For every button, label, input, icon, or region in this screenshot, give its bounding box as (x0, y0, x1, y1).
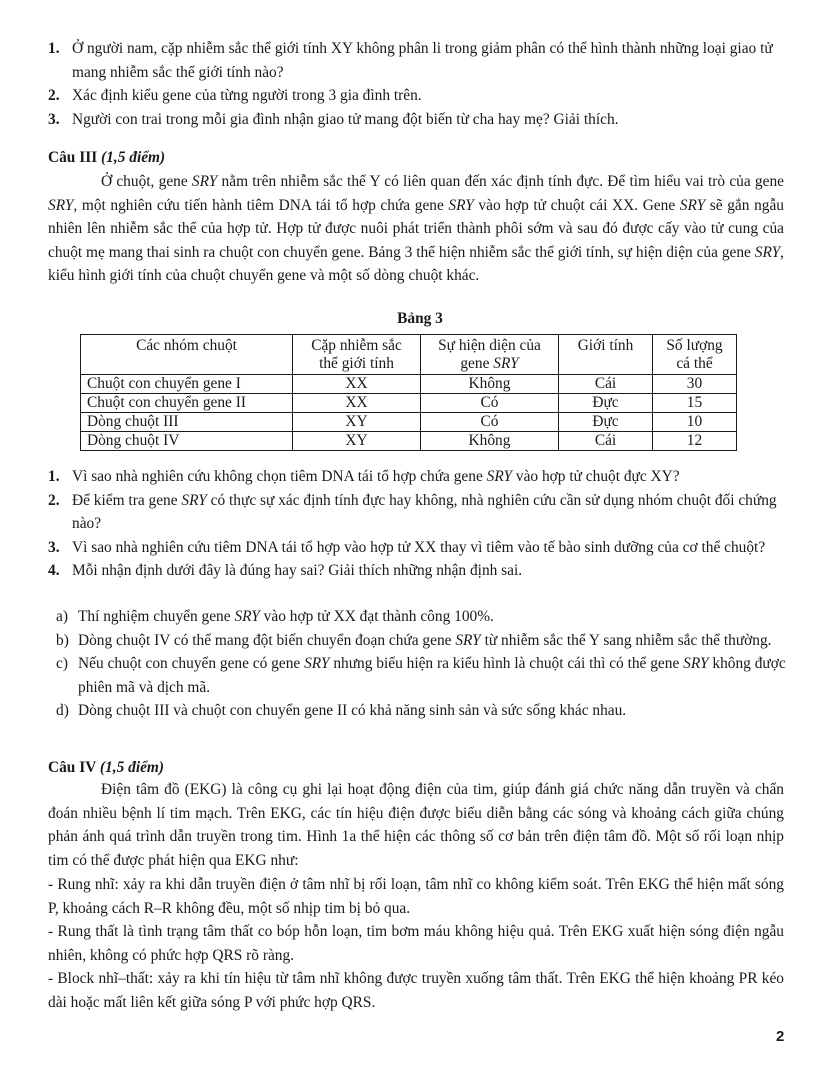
bullet-item: - Rung nhĩ: xảy ra khi dẫn truyền điện ở tâm nhĩ bị rối loạn, tâm nhĩ co không kiểm soát. Trên EKG thể hiện mất sóng P, khoảng cách R–R không đều, một số nhịp tim bị bỏ qua. (48, 876, 784, 917)
col-header-count: Số lượng cá thể (653, 335, 737, 375)
section3-question-1: 1. Vì sao nhà nghiên cứu không chọn tiêm DNA tái tổ hợp chứa gene SRY vào hợp tử chuột đực XY? (48, 468, 680, 485)
statement-b: b) Dòng chuột IV có thể mang đột biến chuyển đoạn chứa gene SRY từ nhiễm sắc thể Y sang nhiễm sắc thể thường. (56, 631, 772, 649)
page-number: 2 (776, 1028, 785, 1045)
table-row: Dòng chuột IV XY Không Cái 12 (81, 432, 737, 451)
section3-intro: Ở chuột, gene SRY nằm trên nhiễm sắc thể Y có liên quan đến xác định tính đực. Để tìm hiểu vai trò của gene SRY, một nghiên cứu tiến hành tiêm DNA tái tổ hợp chứa gene SRY vào hợp tử chuột cái XX. Gene SRY sẽ gắn ngẫu nhiên lên nhiễm sắc thể của hợp tử. Hợp tử được nuôi phát triển thành phôi sớm và sau đó được cấy vào tử cung của chuột mẹ mang thai sinh ra chuột con chuyển gene. Bảng 3 thể hiện nhiễm sắc thể giới tính, sự hiện diện của gene SRY, kiểu hình giới tính của chuột chuyển gene và một số dòng chuột khác. (48, 173, 784, 284)
section3-heading: Câu III (1,5 điểm) (48, 149, 166, 166)
bullet-item: - Block nhĩ–thất: xảy ra khi tín hiệu từ tâm nhĩ không được truyền xuống tâm thất. Trên EKG thể hiện khoảng PR kéo dài hoặc mất liên kết giữa sóng P với phức hợp QRS. (48, 970, 784, 1011)
col-header-sry: Sự hiện diện của gene SRY (421, 335, 559, 375)
section3-statement-list (56, 605, 788, 723)
section3-question-2: 2. Để kiểm tra gene SRY có thực sự xác định tính đực hay không, nhà nghiên cứu cần sử dụng nhóm chuột đối chứng nào? (48, 491, 777, 532)
col-header-sex: Giới tính (559, 335, 653, 375)
table-caption: Bảng 3 (397, 310, 443, 327)
section4-bullet-list (48, 873, 784, 1014)
statement-a: a) Thí nghiệm chuyển gene SRY vào hợp tử XX đạt thành công 100%. (56, 608, 494, 625)
top-question-1: 1. Ở người nam, cặp nhiễm sắc thể giới tính XY không phân li trong giảm phân có thể hình thành những loại giao tử mang nhiễm sắc thể giới tính nào? (48, 40, 773, 81)
bullet-item: - Rung thất là tình trạng tâm thất co bóp hỗn loạn, tim bơm máu không hiệu quả. Trên EKG xuất hiện sóng điện ngẫu nhiên, không có phức hợp QRS rõ ràng. (48, 923, 784, 964)
table-3 (80, 334, 737, 451)
col-header-chrom: Cặp nhiễm sắc thể giới tính (293, 335, 421, 375)
table-row: Chuột con chuyển gene II XX Có Đực 15 (81, 394, 737, 413)
section3-question-list (48, 465, 788, 583)
table-row: Chuột con chuyển gene I XX Không Cái 30 (81, 375, 737, 394)
top-question-list (48, 37, 788, 131)
top-question-3: 3. Người con trai trong mỗi gia đình nhận giao tử mang đột biến từ cha hay mẹ? Giải thích. (48, 110, 619, 128)
section4-heading: Câu IV (1,5 điểm) (48, 759, 165, 776)
section3-question-4: 4. Mỗi nhận định dưới đây là đúng hay sai? Giải thích những nhận định sai. (48, 562, 523, 579)
statement-c: c) Nếu chuột con chuyển gene có gene SRY nhưng biểu hiện ra kiểu hình là chuột cái thì có thể gene SRY không được phiên mã và dịch mã. (56, 655, 786, 696)
section4-intro: Điện tâm đồ (EKG) là công cụ ghi lại hoạt động điện của tim, giúp đánh giá chức năng dẫn truyền và chẩn đoán nhiều bệnh lí tim mạch. Trên EKG, các tín hiệu điện được biểu diễn bằng các sóng và khoảng cách giữa chúng phản ánh quá trình dẫn truyền trong tim. Hình 1a thể hiện các thông số cơ bản trên điện tâm đồ. Một số rối loạn nhịp tim có thể được phát hiện qua EKG như: (48, 781, 784, 869)
section3-question-3: 3. Vì sao nhà nghiên cứu tiêm DNA tái tổ hợp vào hợp tử XX thay vì tiêm vào tế bào sinh dưỡng của cơ thể chuột? (48, 538, 766, 556)
data-table (80, 334, 737, 451)
table-header-row (81, 335, 737, 375)
col-header-group: Các nhóm chuột (81, 335, 293, 375)
statement-d: d) Dòng chuột III và chuột con chuyển gene II có khả năng sinh sản và sức sống khác nhau. (56, 702, 627, 719)
table-row: Dòng chuột III XY Có Đực 10 (81, 413, 737, 432)
top-question-2: 2. Xác định kiểu gene của từng người trong 3 gia đình trên. (48, 87, 422, 104)
